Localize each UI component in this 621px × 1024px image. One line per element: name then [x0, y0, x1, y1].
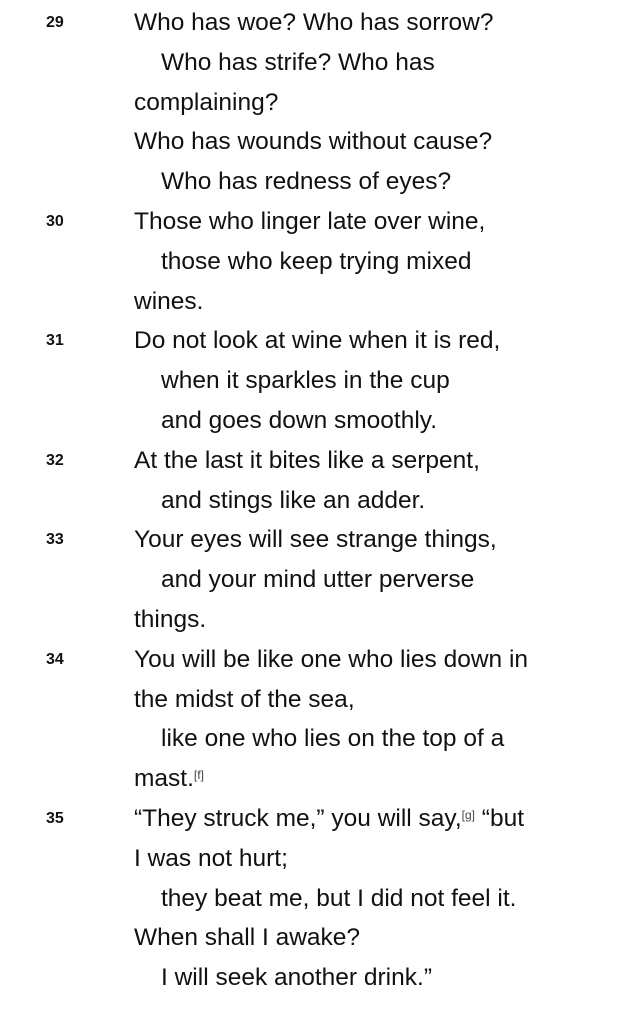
- verse-number: 31: [46, 332, 64, 350]
- verse-text: the midst of the sea,: [134, 685, 355, 713]
- verse-line: [134, 600, 206, 640]
- verse-line: [161, 481, 425, 521]
- verse-line: [134, 918, 360, 958]
- verse-text: wines.: [134, 287, 204, 315]
- verse-text: “They struck me,” you will say,: [134, 805, 462, 832]
- verse-text: Your eyes will see strange things,: [134, 526, 497, 554]
- verse-text: those who keep trying mixed: [161, 247, 472, 275]
- verse-line: [134, 321, 500, 361]
- verse-text: I was not hurt;: [134, 844, 288, 872]
- verse-line: [161, 43, 435, 83]
- verse-text: like one who lies on the top of a: [161, 725, 505, 753]
- verse-text: Who has strife? Who has: [161, 48, 435, 76]
- verse-line: [134, 520, 497, 560]
- verse-text: At the last it bites like a serpent,: [134, 446, 480, 474]
- verse-text: and stings like an adder.: [161, 486, 426, 514]
- verse-text: I will seek another drink.”: [161, 964, 432, 992]
- verse-text: Do not look at wine when it is red,: [134, 327, 501, 355]
- verse-line: [161, 361, 450, 401]
- verse-text-continued: “but: [474, 805, 525, 832]
- verse-text: things.: [134, 606, 207, 633]
- verse-number: 35: [46, 810, 64, 827]
- verse-text: and your mind utter perverse: [161, 566, 475, 594]
- verse-line: [134, 282, 203, 322]
- verse-line: [134, 83, 278, 123]
- verse-text: Who has wounds without cause?: [134, 128, 493, 156]
- verse-line: [134, 839, 288, 879]
- footnote-link[interactable]: [f]: [193, 768, 204, 783]
- verse-text: complaining?: [134, 88, 279, 116]
- verse-line: [134, 799, 524, 839]
- verse-number: 29: [46, 14, 64, 31]
- verse-line: [161, 162, 451, 202]
- verse-number: 32: [46, 451, 64, 469]
- verse-text: Who has redness of eyes?: [161, 168, 452, 196]
- verse-number: 30: [46, 213, 64, 230]
- verse-line: [134, 202, 485, 242]
- verse-line: [161, 242, 472, 282]
- verse-line: [134, 680, 355, 720]
- verse-line: [134, 759, 204, 799]
- footnote-link[interactable]: [g]: [461, 808, 475, 822]
- verse-number: 33: [46, 531, 64, 549]
- verse-line: [161, 560, 474, 600]
- verse-text: and goes down smoothly.: [161, 407, 438, 434]
- verse-line: [134, 441, 480, 481]
- verse-text: they beat me, but I did not feel it.: [161, 884, 517, 912]
- verse-line: [161, 958, 432, 998]
- verse-text: Those who linger late over wine,: [134, 208, 486, 235]
- verse-text: You will be like one who lies down in: [134, 645, 529, 673]
- verse-line: [161, 879, 516, 919]
- verse-text: When shall I awake?: [134, 924, 361, 952]
- verse-line: [161, 719, 504, 759]
- verse-line: [134, 122, 492, 162]
- verse-line: [161, 401, 437, 441]
- verse-text: mast.: [134, 765, 194, 793]
- verse-line: [134, 3, 494, 43]
- verse-line: [134, 640, 528, 680]
- verse-text: when it sparkles in the cup: [161, 367, 450, 395]
- verse-text: Who has woe? Who has sorrow?: [134, 9, 494, 36]
- verse-number: 34: [46, 650, 64, 668]
